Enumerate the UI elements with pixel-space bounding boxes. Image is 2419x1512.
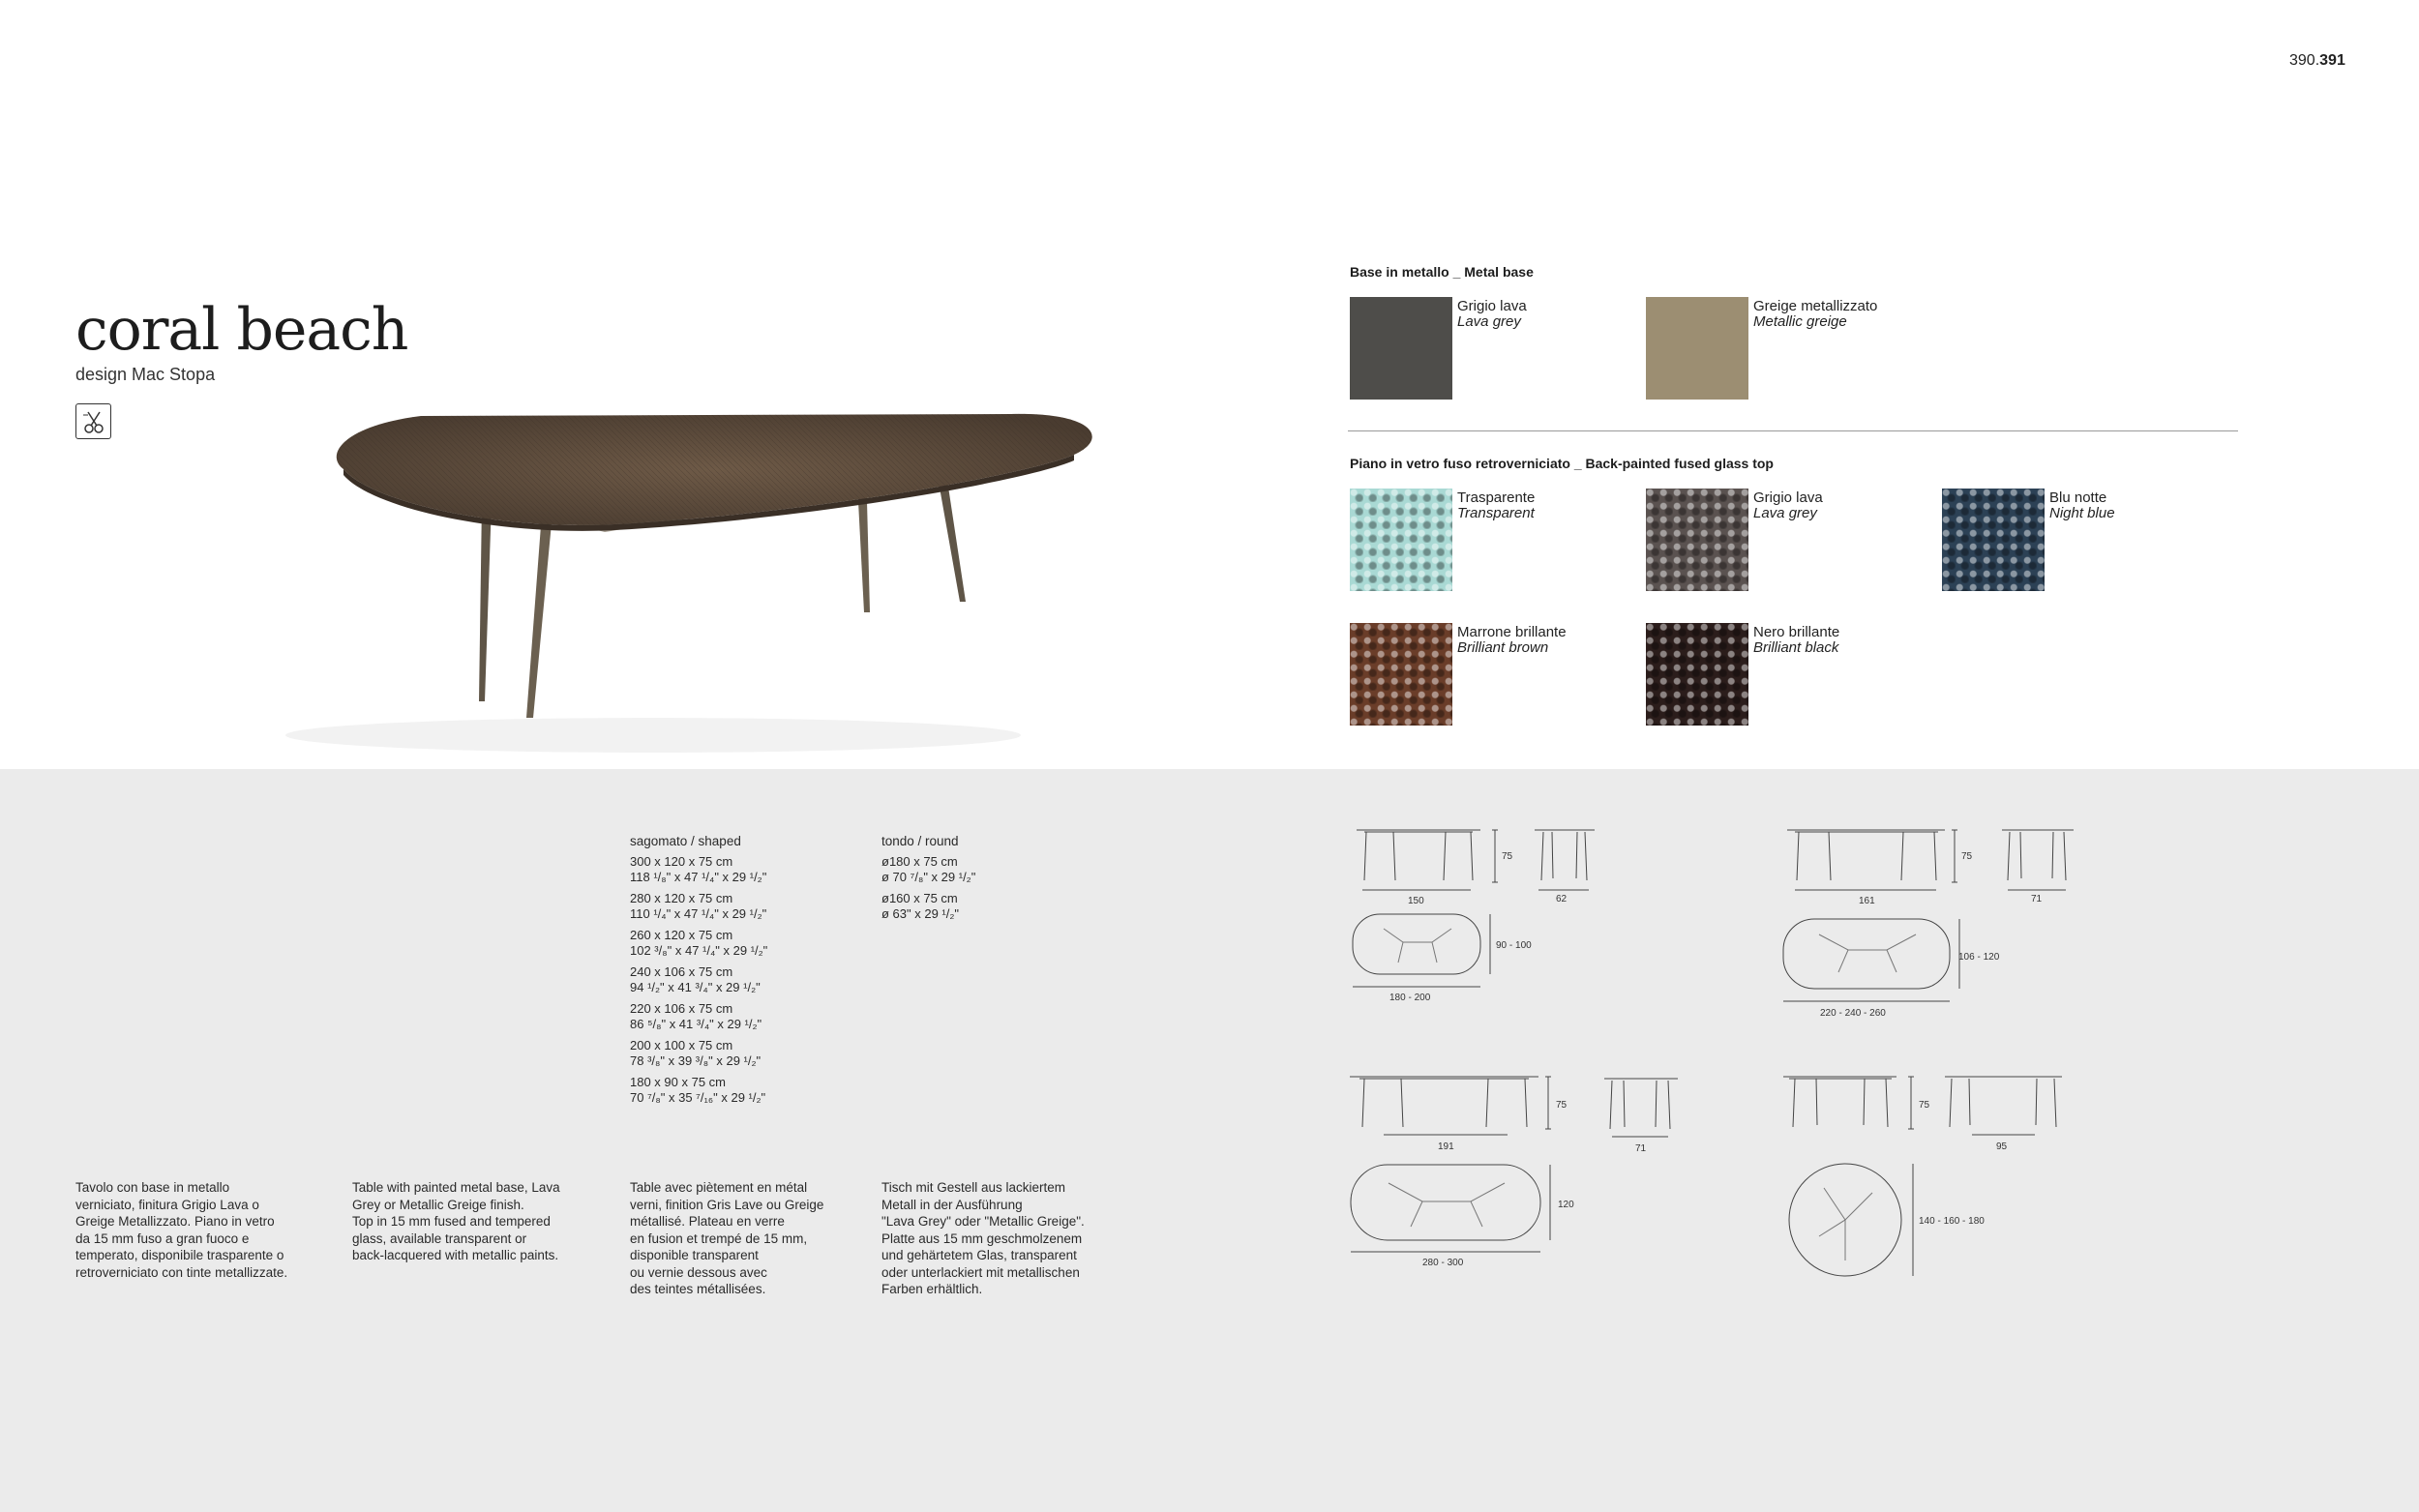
swatch-label-en: Night blue — [2049, 505, 2115, 521]
swatch-glass-brilliant-black[interactable] — [1646, 623, 1748, 726]
drawing-label-plan-depth: 120 — [1558, 1200, 1574, 1210]
drawing-label-height: 75 — [1919, 1100, 1930, 1111]
technical-drawing-small — [1345, 822, 1606, 1016]
swatch-label-en: Metallic greige — [1753, 313, 1847, 330]
dimension-entry: 280 x 120 x 75 cm 110 ¹/₄" x 47 ¹/₄" x 29 ¹/₂" — [630, 891, 767, 921]
swatch-label-en: Lava grey — [1457, 313, 1521, 330]
dimension-entry: ø180 x 75 cm ø 70 ⁷/₈" x 29 ¹/₂" — [881, 854, 976, 884]
swatch-caption-glass-lava-grey — [1753, 490, 1823, 521]
swatch-caption-glass-transparent — [1457, 490, 1535, 521]
swatch-glass-lava-grey[interactable] — [1646, 489, 1748, 591]
swatch-label-en: Brilliant black — [1753, 639, 1839, 656]
swatch-label-it: Greige metallizzato — [1753, 298, 1878, 314]
dimension-entry: 220 x 106 x 75 cm 86 ⁵/₈" x 41 ³/₄" x 29 ¹/₂" — [630, 1001, 762, 1031]
description-italian: Tavolo con base in metallo verniciato, finitura Grigio Lava o Greige Metallizzato. Piano in vetro da 15 mm fuso a gran fuoco e temperato, disponibile trasparente o retroverniciato con tinte metallizzate. — [75, 1180, 288, 1280]
swatch-label-it: Grigio lava — [1753, 489, 1823, 506]
drawing-label-plan-depth: 90 - 100 — [1496, 940, 1532, 951]
drawing-label-plan-length: 220 - 240 - 260 — [1820, 1008, 1886, 1019]
drawing-label-height: 75 — [1502, 851, 1513, 862]
swatch-caption-glass-night-blue — [2049, 490, 2115, 521]
swatch-label-it: Marrone brillante — [1457, 624, 1567, 640]
drawing-label-plan-depth: 106 - 120 — [1958, 952, 2000, 963]
dimensions-shaped-heading: sagomato / shaped — [630, 834, 741, 848]
swatch-metal-metallic-greige[interactable] — [1646, 297, 1748, 400]
dimension-entry: 180 x 90 x 75 cm 70 ⁷/₈" x 35 ⁷/₁₆" x 29 ¹/₂" — [630, 1075, 766, 1105]
swatch-label-en: Transparent — [1457, 505, 1535, 521]
swatch-label-it: Blu notte — [2049, 489, 2107, 506]
section-divider — [1348, 430, 2238, 431]
swatch-label-it: Grigio lava — [1457, 298, 1527, 314]
swatch-label-it: Trasparente — [1457, 489, 1536, 506]
page-number-current: 391 — [2319, 52, 2345, 69]
metal-base-heading: Base in metallo _ Metal base — [1350, 264, 1534, 280]
description-french: Table avec piètement en métal verni, finition Gris Lave ou Greige métallisé. Plateau en verre en fusion et trempé de 15 mm, disponible transparent ou vernie dessous avec des teintes métallisées. — [630, 1180, 824, 1296]
swatch-caption-glass-brilliant-black — [1753, 625, 1839, 656]
drawing-label-plan-length: 180 - 200 — [1389, 993, 1431, 1003]
dimensions-round-heading: tondo / round — [881, 834, 959, 848]
technical-drawing-round — [1776, 1072, 2085, 1285]
swatch-glass-transparent[interactable] — [1350, 489, 1452, 591]
drawing-label-height: 75 — [1961, 851, 1973, 862]
dimensions-shaped — [630, 834, 767, 1112]
technical-drawing-medium — [1776, 822, 2105, 1025]
product-photo — [198, 319, 1113, 764]
dimension-entry: 240 x 106 x 75 cm 94 ¹/₂" x 41 ³/₄" x 29 ¹/₂" — [630, 964, 761, 994]
product-title: coral beach — [75, 296, 408, 364]
swatch-glass-brilliant-brown[interactable] — [1350, 623, 1452, 726]
dimension-entry: ø160 x 75 cm ø 63" x 29 ¹/₂" — [881, 891, 960, 921]
drawing-label-plan-diameter: 140 - 160 - 180 — [1919, 1216, 1985, 1227]
drawing-label-side-length: 95 — [1996, 1141, 2008, 1152]
description-german: Tisch mit Gestell aus lackiertem Metall in der Ausführung "Lava Grey" oder "Metallic Greige". Platte aus 15 mm geschmolzenem und gehärtetem Glas, transparent oder unterlackiert mit metallischen Farben erhältlich. — [881, 1180, 1085, 1296]
swatch-caption-metal-metallic-greige — [1753, 299, 1877, 330]
drawing-label-front-length: 161 — [1859, 896, 1875, 906]
drawing-label-front-length: 191 — [1438, 1141, 1454, 1152]
description-english: Table with painted metal base, Lava Grey or Metallic Greige finish. Top in 15 mm fused and tempered glass, available transparent or back-lacquered with metallic paints. — [352, 1180, 560, 1262]
drawing-label-side-length: 71 — [1635, 1143, 1647, 1154]
drawing-label-height: 75 — [1556, 1100, 1568, 1111]
swatch-label-en: Brilliant brown — [1457, 639, 1549, 656]
drawing-label-front-length: 150 — [1408, 896, 1424, 906]
drawing-label-plan-length: 280 - 300 — [1422, 1258, 1464, 1268]
glass-top-heading: Piano in vetro fuso retroverniciato _ Back-painted fused glass top — [1350, 456, 1774, 471]
swatch-metal-lava-grey[interactable] — [1350, 297, 1452, 400]
designer-credit: design Mac Stopa — [75, 365, 216, 384]
swatch-caption-glass-brilliant-brown — [1457, 625, 1567, 656]
dimension-entry: 300 x 120 x 75 cm 118 ¹/₈" x 47 ¹/₄" x 29 ¹/₂" — [630, 854, 767, 884]
swatch-label-it: Nero brillante — [1753, 624, 1840, 640]
drawing-label-side-length: 62 — [1556, 894, 1568, 904]
page-number — [2289, 52, 2345, 70]
swatch-caption-metal-lava-grey — [1457, 299, 1527, 330]
dimensions-round — [881, 834, 975, 928]
drawing-label-side-length: 71 — [2031, 894, 2043, 904]
dimension-entry: 200 x 100 x 75 cm 78 ³/₈" x 39 ³/₈" x 29 ¹/₂" — [630, 1038, 762, 1068]
page-number-prefix: 390. — [2289, 52, 2320, 69]
dimension-entry: 260 x 120 x 75 cm 102 ³/₈" x 47 ¹/₄" x 29 ¹/₂" — [630, 928, 768, 958]
swatch-glass-night-blue[interactable] — [1942, 489, 2045, 591]
swatch-label-en: Lava grey — [1753, 505, 1817, 521]
scissors-craft-icon — [75, 403, 111, 439]
technical-drawing-large — [1345, 1072, 1684, 1275]
